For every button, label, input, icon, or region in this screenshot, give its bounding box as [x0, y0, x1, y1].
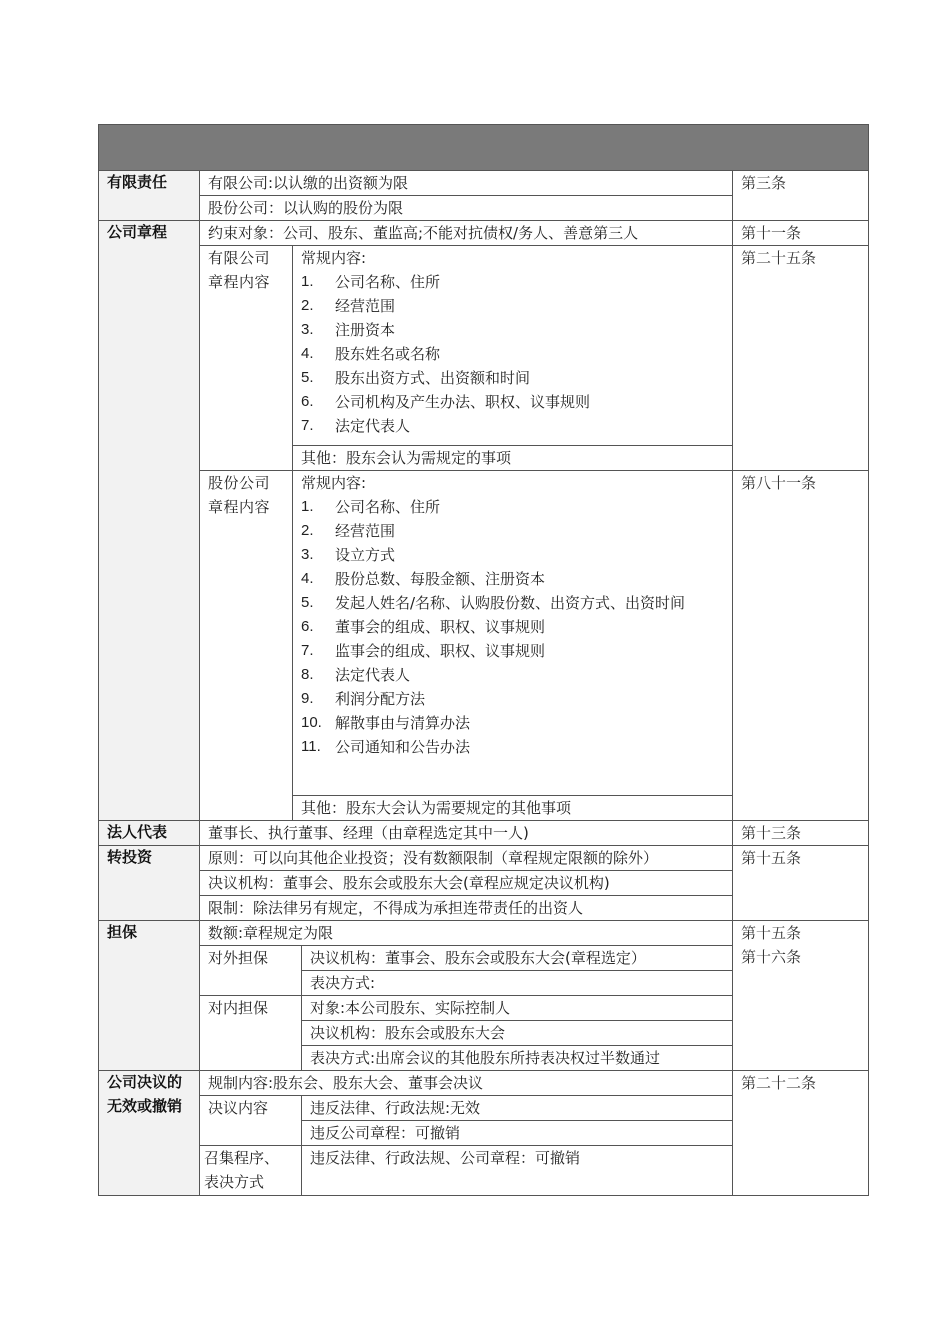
- joint-stock-articles-label: 股份公司章程内容: [200, 471, 293, 821]
- list-item: 7. 监事会的组成、职权、议事规则: [301, 642, 546, 660]
- article-cell: 第十三条: [733, 821, 869, 846]
- reinvestment-item: 原则：可以向其他企业投资；没有数额限制（章程规定限额的除外）: [200, 846, 733, 871]
- category-limited-liability: 有限责任: [99, 171, 200, 221]
- article-cell: 第八十一条: [733, 471, 869, 821]
- procedure-label: 召集程序、 表决方式: [200, 1146, 302, 1196]
- list-item: 6. 公司机构及产生办法、职权、议事规则: [301, 393, 591, 411]
- external-guarantee-label: 对外担保: [200, 946, 302, 996]
- article-cell: 第十五条: [733, 846, 869, 921]
- guarantee-amount: 数额:章程规定为限: [200, 921, 733, 946]
- category-resolution-invalidity: 公司决议的 无效或撤销: [99, 1071, 200, 1196]
- category-reinvestment: 转投资: [99, 846, 200, 921]
- resolution-content-label: 决议内容: [200, 1096, 302, 1146]
- list-item: 3. 设立方式: [301, 546, 396, 564]
- list-item: 3. 注册资本: [301, 321, 396, 339]
- reinvestment-item: 限制：除法律另有规定，不得成为承担连带责任的出资人: [200, 896, 733, 921]
- list-item: 1. 公司名称、住所: [301, 273, 441, 291]
- list-item: 5. 发起人姓名/名称、认购股份数、出资方式、出资时间: [301, 594, 686, 612]
- category-guarantee: 担保: [99, 921, 200, 1071]
- limited-liability-item: 有限公司:以认缴的出资额为限: [200, 171, 733, 196]
- list-item: 6. 董事会的组成、职权、议事规则: [301, 618, 546, 636]
- list-item: 10. 解散事由与清算办法: [301, 714, 471, 732]
- category-articles-of-association: 公司章程: [99, 221, 200, 821]
- law-summary-table: [98, 124, 869, 1196]
- list-item: 4. 股份总数、每股金额、注册资本: [301, 570, 546, 588]
- table-row: [99, 846, 869, 871]
- list-item: 11. 公司通知和公告办法: [301, 738, 471, 756]
- external-guarantee-item: 决议机构：董事会、股东会或股东大会(章程选定）: [302, 946, 733, 971]
- internal-guarantee-item: 决议机构：股东会或股东大会: [302, 1021, 733, 1046]
- list-item: 9. 利润分配方法: [301, 690, 426, 708]
- table-header-bar: [99, 125, 869, 171]
- procedure-content: 违反法律、行政法规、公司章程：可撤销: [302, 1146, 733, 1196]
- list-item: 2. 经营范围: [301, 297, 396, 315]
- category-legal-representative: 法人代表: [99, 821, 200, 846]
- llc-regular-content: [293, 246, 733, 446]
- list-item: 2. 经营范围: [301, 522, 396, 540]
- internal-guarantee-item: 表决方式:出席会议的其他股东所持表决权过半数通过: [302, 1046, 733, 1071]
- llc-regular-list: [301, 270, 724, 438]
- regular-content-title: 常规内容:: [301, 474, 367, 492]
- table-row: [99, 821, 869, 846]
- resolution-scope: 规制内容:股东会、股东大会、董事会决议: [200, 1071, 733, 1096]
- internal-guarantee-item: 对象:本公司股东、实际控制人: [302, 996, 733, 1021]
- external-guarantee-item: 表决方式:: [302, 971, 733, 996]
- list-item: 4. 股东姓名或名称: [301, 345, 441, 363]
- regular-content-title: 常规内容:: [301, 249, 367, 267]
- article-cell: 第二十五条: [733, 246, 869, 471]
- table-row: [99, 246, 869, 446]
- article-cell: 第二十二条: [733, 1071, 869, 1196]
- table-row: [99, 1071, 869, 1096]
- table-header-row: [99, 125, 869, 171]
- table-row: [99, 921, 869, 946]
- binding-scope: 约束对象：公司、股东、董监高;不能对抗债权/务人、善意第三人: [200, 221, 733, 246]
- list-item: 8. 法定代表人: [301, 666, 411, 684]
- internal-guarantee-label: 对内担保: [200, 996, 302, 1071]
- article-cell: 第十一条: [733, 221, 869, 246]
- llc-other-content: 其他：股东会认为需规定的事项: [293, 446, 733, 471]
- resolution-content-item: 违反法律、行政法规:无效: [302, 1096, 733, 1121]
- joint-stock-other-content: 其他：股东大会认为需要规定的其他事项: [293, 796, 733, 821]
- legal-representative-content: 董事长、执行董事、经理（由章程选定其中一人): [200, 821, 733, 846]
- llc-articles-label: 有限公司章程内容: [200, 246, 293, 471]
- joint-stock-regular-content: [293, 471, 733, 796]
- list-item: 1. 公司名称、住所: [301, 498, 441, 516]
- list-item: 5. 股东出资方式、出资额和时间: [301, 369, 531, 387]
- reinvestment-item: 决议机构：董事会、股东会或股东大会(章程应规定决议机构): [200, 871, 733, 896]
- joint-stock-regular-list: [301, 495, 724, 759]
- article-cell: 第十五条 第十六条: [733, 921, 869, 1071]
- table-row: [99, 471, 869, 796]
- table-row: [99, 171, 869, 196]
- article-cell: 第三条: [733, 171, 869, 221]
- resolution-content-item: 违反公司章程：可撤销: [302, 1121, 733, 1146]
- limited-liability-item: 股份公司：以认购的股份为限: [200, 196, 733, 221]
- list-item: 7. 法定代表人: [301, 417, 411, 435]
- table-row: [99, 221, 869, 246]
